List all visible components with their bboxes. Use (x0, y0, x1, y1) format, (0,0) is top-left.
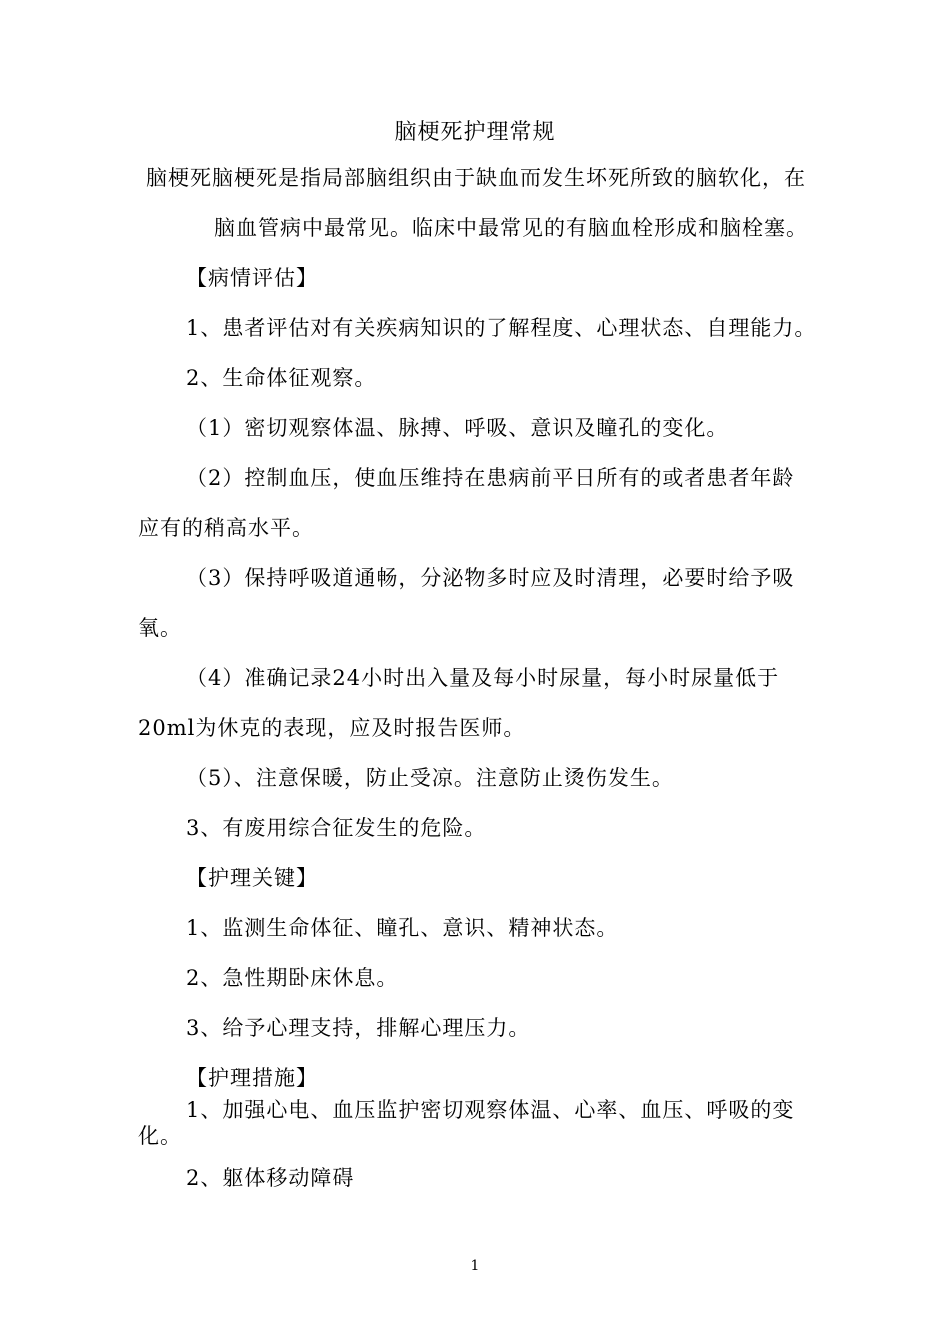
section-heading-key-points: 【护理关键】 (186, 866, 318, 890)
assessment-subitem-3-cont: 氧。 (138, 616, 182, 640)
assessment-subitem-4-cont: 20ml为休克的表现，应及时报告医师。 (138, 716, 526, 740)
key-point-item-1: 1、监测生命体征、瞳孔、意识、精神状态。 (186, 916, 619, 940)
assessment-subitem-2-cont: 应有的稍高水平。 (138, 516, 314, 540)
page-number: 1 (470, 1258, 480, 1274)
measure-item-1: 1、加强心电、血压监护密切观察体温、心率、血压、呼吸的变 (186, 1098, 795, 1122)
intro-line-1: 脑梗死脑梗死是指局部脑组织由于缺血而发生坏死所致的脑软化，在 (146, 166, 806, 190)
assessment-subitem-3: （3）保持呼吸道通畅，分泌物多时应及时清理，必要时给予吸 (186, 566, 795, 590)
assessment-subitem-4: （4）准确记录24小时出入量及每小时尿量，每小时尿量低于 (186, 666, 780, 690)
assessment-subitem-2: （2）控制血压，使血压维持在患病前平日所有的或者患者年龄 (186, 466, 795, 490)
assessment-item-1: 1、患者评估对有关疾病知识的了解程度、心理状态、自理能力。 (186, 316, 817, 340)
section-heading-assessment: 【病情评估】 (186, 266, 318, 290)
intro-line-2: 脑血管病中最常见。临床中最常见的有脑血栓形成和脑栓塞。 (214, 216, 808, 240)
section-heading-measures: 【护理措施】 (186, 1066, 318, 1090)
assessment-subitem-5: （5）、注意保暖，防止受凉。注意防止烫伤发生。 (186, 766, 674, 790)
assessment-subitem-1: （1）密切观察体温、脉搏、呼吸、意识及瞳孔的变化。 (186, 416, 729, 440)
measure-item-1-cont: 化。 (138, 1124, 182, 1148)
assessment-item-2: 2、生命体征观察。 (186, 366, 377, 390)
key-point-item-3: 3、给予心理支持，排解心理压力。 (186, 1016, 531, 1040)
measure-item-2: 2、躯体移动障碍 (186, 1166, 355, 1190)
key-point-item-2: 2、急性期卧床休息。 (186, 966, 399, 990)
assessment-item-3: 3、有废用综合征发生的危险。 (186, 816, 487, 840)
document-title: 脑梗死护理常规 (394, 120, 556, 145)
